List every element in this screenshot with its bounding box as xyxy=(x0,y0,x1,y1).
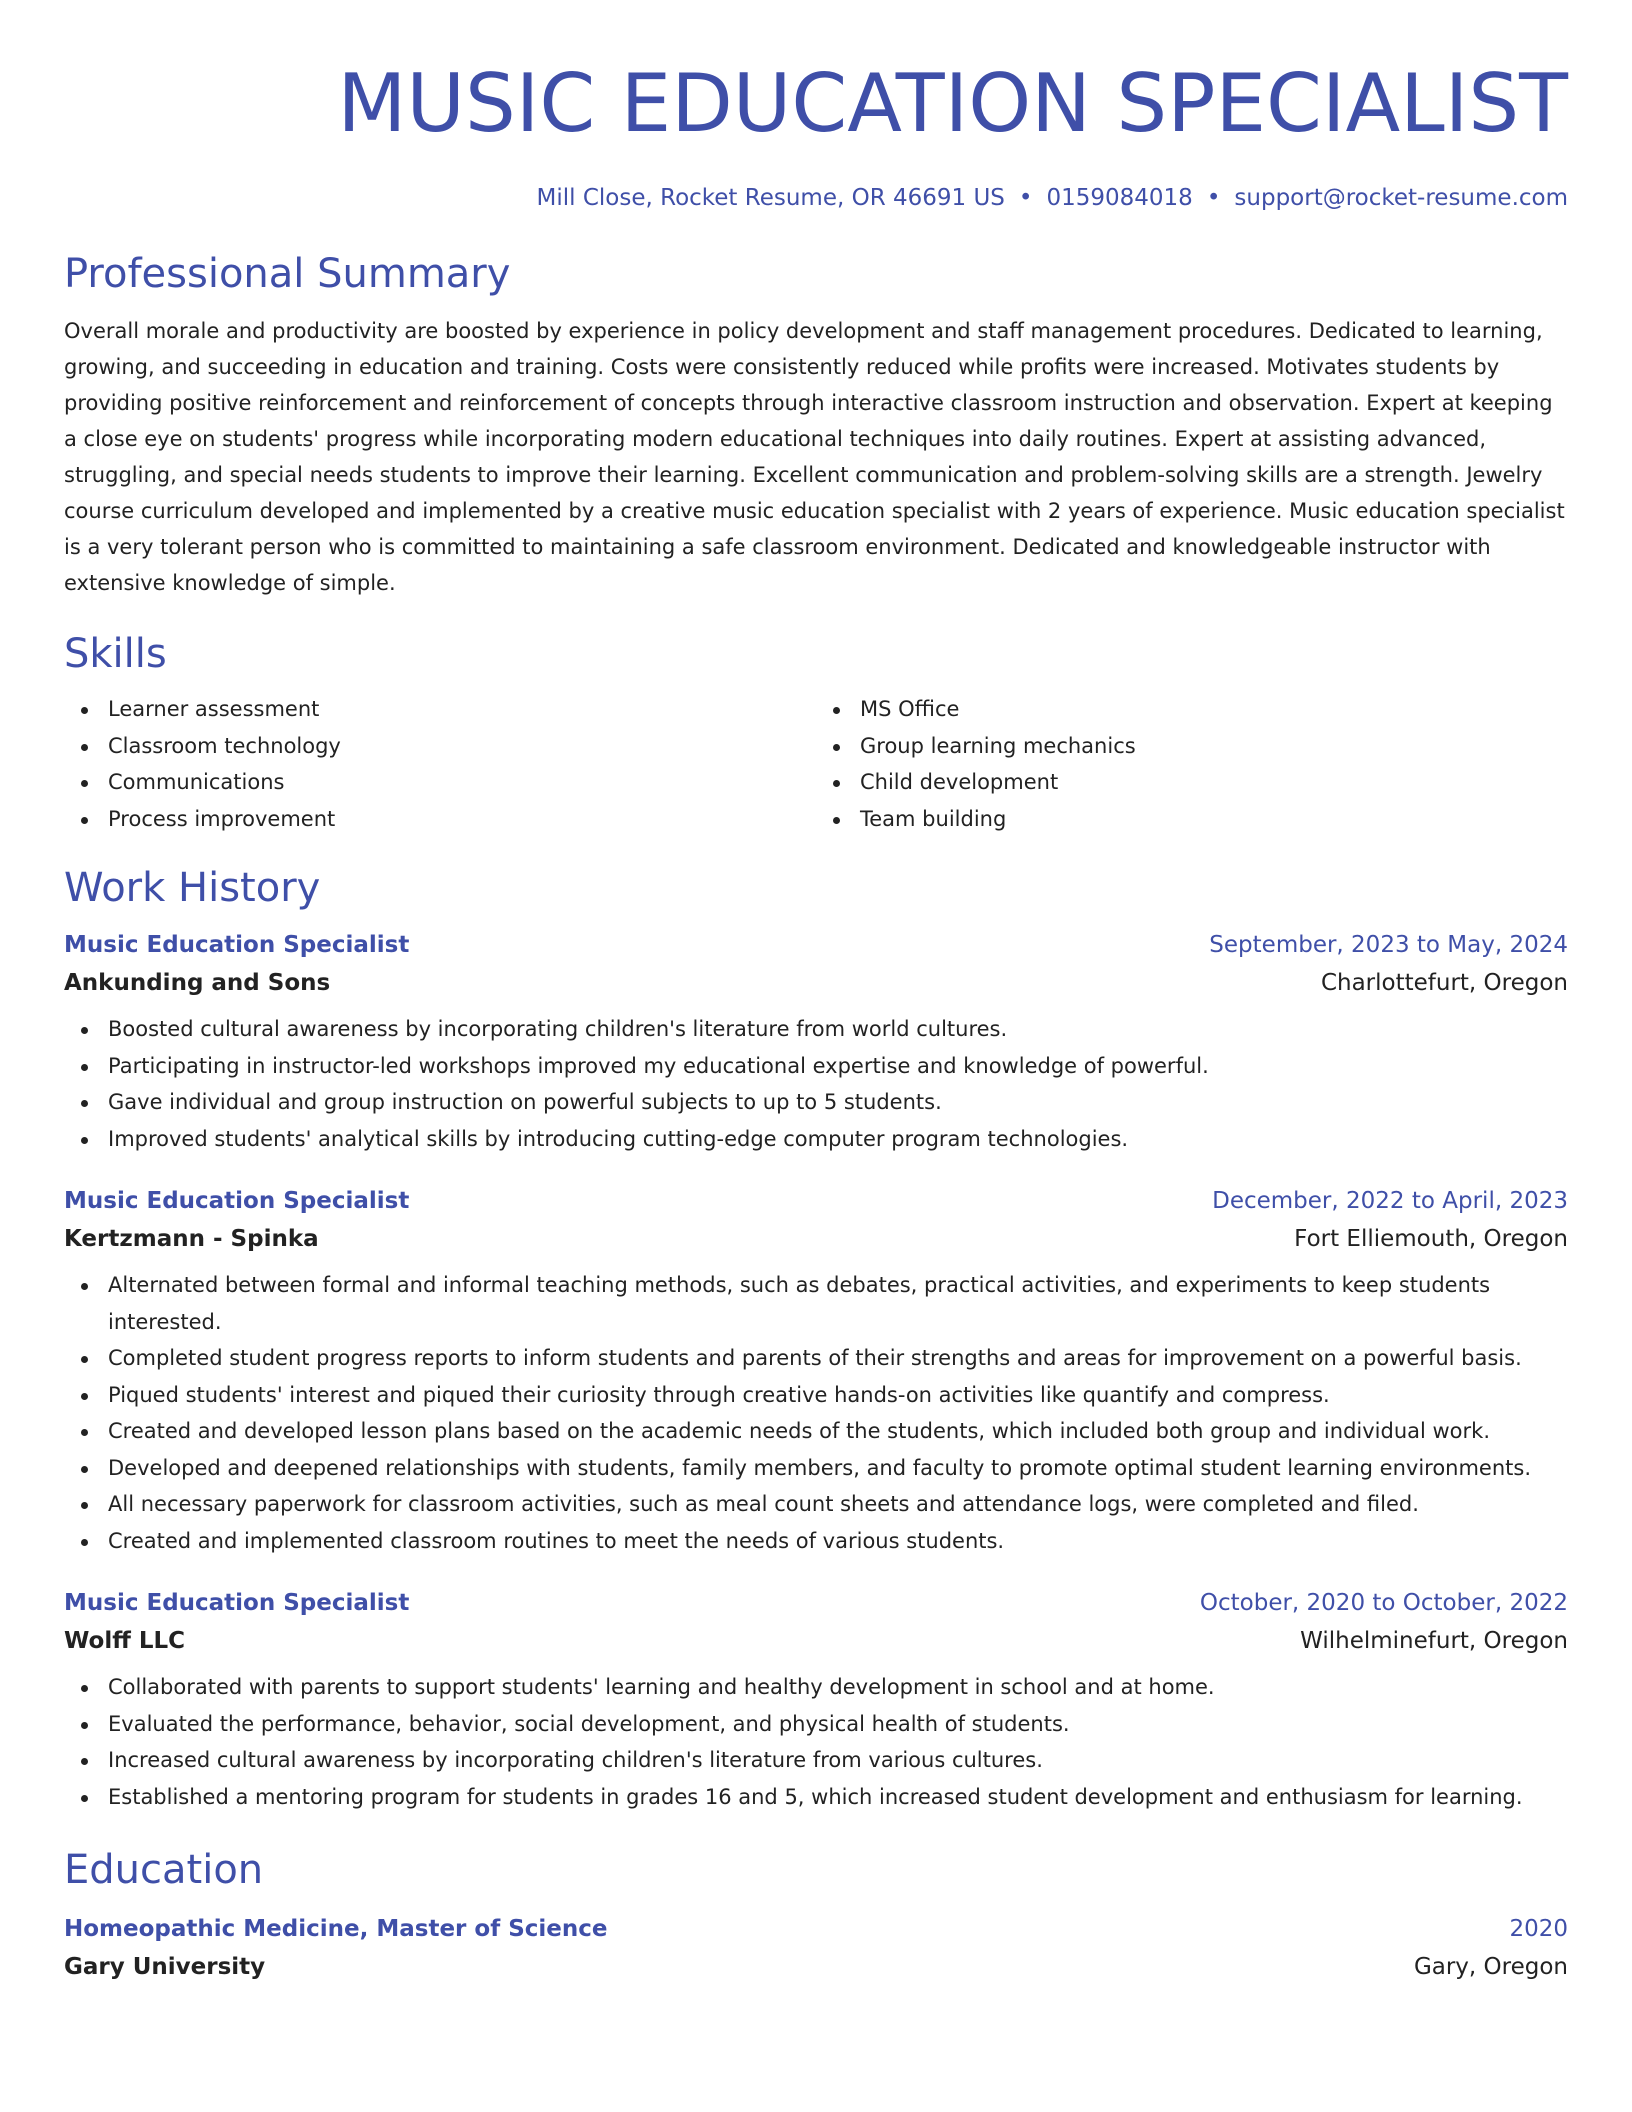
job-bullet: Piqued students' interest and piqued their curiosity through creative hands-on activities like quantify and compress. xyxy=(108,1377,1568,1414)
job-location: Charlottefurt, Oregon xyxy=(1320,970,1568,996)
job-bullet: Improved students' analytical skills by introducing cutting-edge computer program technologies. xyxy=(108,1121,1568,1158)
job-bullet: Participating in instructor-led workshops improved my educational expertise and knowledge of powerful. xyxy=(108,1048,1568,1085)
job-dates: December, 2022 to April, 2023 xyxy=(1212,1188,1568,1214)
job-bullets xyxy=(64,1267,1568,1559)
skill-item: MS Office xyxy=(860,691,1568,728)
job-dates: September, 2023 to May, 2024 xyxy=(1209,932,1568,958)
job-entry xyxy=(64,1585,1568,1815)
job-title: Music Education Specialist xyxy=(64,932,410,958)
job-bullets xyxy=(64,1011,1568,1157)
contact-email: support@rocket-resume.com xyxy=(1234,185,1568,211)
job-company: Ankunding and Sons xyxy=(64,970,331,996)
job-location: Wilhelminefurt, Oregon xyxy=(1300,1628,1568,1654)
skills-column-right xyxy=(816,691,1568,837)
job-title: Music Education Specialist xyxy=(64,1590,410,1616)
job-bullet: Gave individual and group instruction on powerful subjects to up to 5 students. xyxy=(108,1084,1568,1121)
contact-separator: • xyxy=(1018,185,1033,211)
contact-line xyxy=(64,182,1568,214)
work-history-heading: Work History xyxy=(64,865,321,911)
summary-heading: Professional Summary xyxy=(64,251,511,297)
education-degree: Homeopathic Medicine, Master of Science xyxy=(64,1916,608,1942)
skill-item: Child development xyxy=(860,764,1568,801)
contact-phone: 0159084018 xyxy=(1046,185,1193,211)
job-bullet: Increased cultural awareness by incorporating children's literature from various cultures. xyxy=(108,1742,1568,1779)
skill-item: Learner assessment xyxy=(108,691,816,728)
job-bullet: Created and developed lesson plans based on the academic needs of the students, which included both group and individual work. xyxy=(108,1413,1568,1450)
education-location: Gary, Oregon xyxy=(1413,1954,1568,1980)
job-bullet: Established a mentoring program for students in grades 16 and 5, which increased student development and enthusiasm for learning. xyxy=(108,1779,1568,1816)
education-year: 2020 xyxy=(1509,1916,1568,1942)
skill-item: Team building xyxy=(860,801,1568,838)
job-company: Kertzmann - Spinka xyxy=(64,1226,319,1252)
skill-item: Group learning mechanics xyxy=(860,728,1568,765)
education-school: Gary University xyxy=(64,1954,266,1980)
job-bullet: Alternated between formal and informal teaching methods, such as debates, practical activities, and experiments to keep students interested. xyxy=(108,1267,1568,1340)
summary-text: Overall morale and productivity are boosted by experience in policy development and staff management procedures. Dedicated to learning, growing, and succeeding in education and training. Costs were consistently reduced while profits were increased. Motivates students by providing positive reinforcement and reinforcement of concepts through interactive classroom instruction and observation. Expert at keeping a close eye on students' progress while incorporating modern educational techniques into daily routines. Expert at assisting advanced, struggling, and special needs students to improve their learning. Excellent communication and problem-solving skills are a strength. Jewelry course curriculum developed and implemented by a creative music education specialist with 2 years of experience. Music education specialist is a very tolerant person who is committed to maintaining a safe classroom environment. Dedicated and knowledgeable instructor with extensive knowledge of simple. xyxy=(64,319,1565,595)
job-title: Music Education Specialist xyxy=(64,1188,410,1214)
job-bullet: Developed and deepened relationships with students, family members, and faculty to promote optimal student learning environments. xyxy=(108,1450,1568,1487)
job-bullet: All necessary paperwork for classroom activities, such as meal count sheets and attendance logs, were completed and filed. xyxy=(108,1486,1568,1523)
skills-list xyxy=(64,691,1568,837)
job-bullet: Collaborated with parents to support students' learning and healthy development in school and at home. xyxy=(108,1669,1568,1706)
job-bullet: Created and implemented classroom routines to meet the needs of various students. xyxy=(108,1523,1568,1560)
skill-item: Communications xyxy=(108,764,816,801)
job-bullet: Evaluated the performance, behavior, social development, and physical health of students. xyxy=(108,1706,1568,1743)
job-entry xyxy=(64,1183,1568,1559)
skills-heading: Skills xyxy=(64,631,167,677)
education-heading: Education xyxy=(64,1847,264,1893)
skill-item: Process improvement xyxy=(108,801,816,838)
job-dates: October, 2020 to October, 2022 xyxy=(1199,1590,1568,1616)
contact-address: Mill Close, Rocket Resume, OR 46691 US xyxy=(536,185,1005,211)
job-bullet: Boosted cultural awareness by incorporating children's literature from world cultures. xyxy=(108,1011,1568,1048)
skills-column-left xyxy=(64,691,816,837)
education-entry xyxy=(64,1911,1568,1987)
resume-name: MUSIC EDUCATION SPECIALIST xyxy=(337,57,1568,150)
job-bullets xyxy=(64,1669,1568,1815)
job-company: Wolff LLC xyxy=(64,1628,186,1654)
contact-separator: • xyxy=(1206,185,1221,211)
job-location: Fort Elliemouth, Oregon xyxy=(1294,1226,1568,1252)
job-bullet: Completed student progress reports to inform students and parents of their strengths and areas for improvement on a powerful basis. xyxy=(108,1340,1568,1377)
skill-item: Classroom technology xyxy=(108,728,816,765)
job-entry xyxy=(64,927,1568,1157)
